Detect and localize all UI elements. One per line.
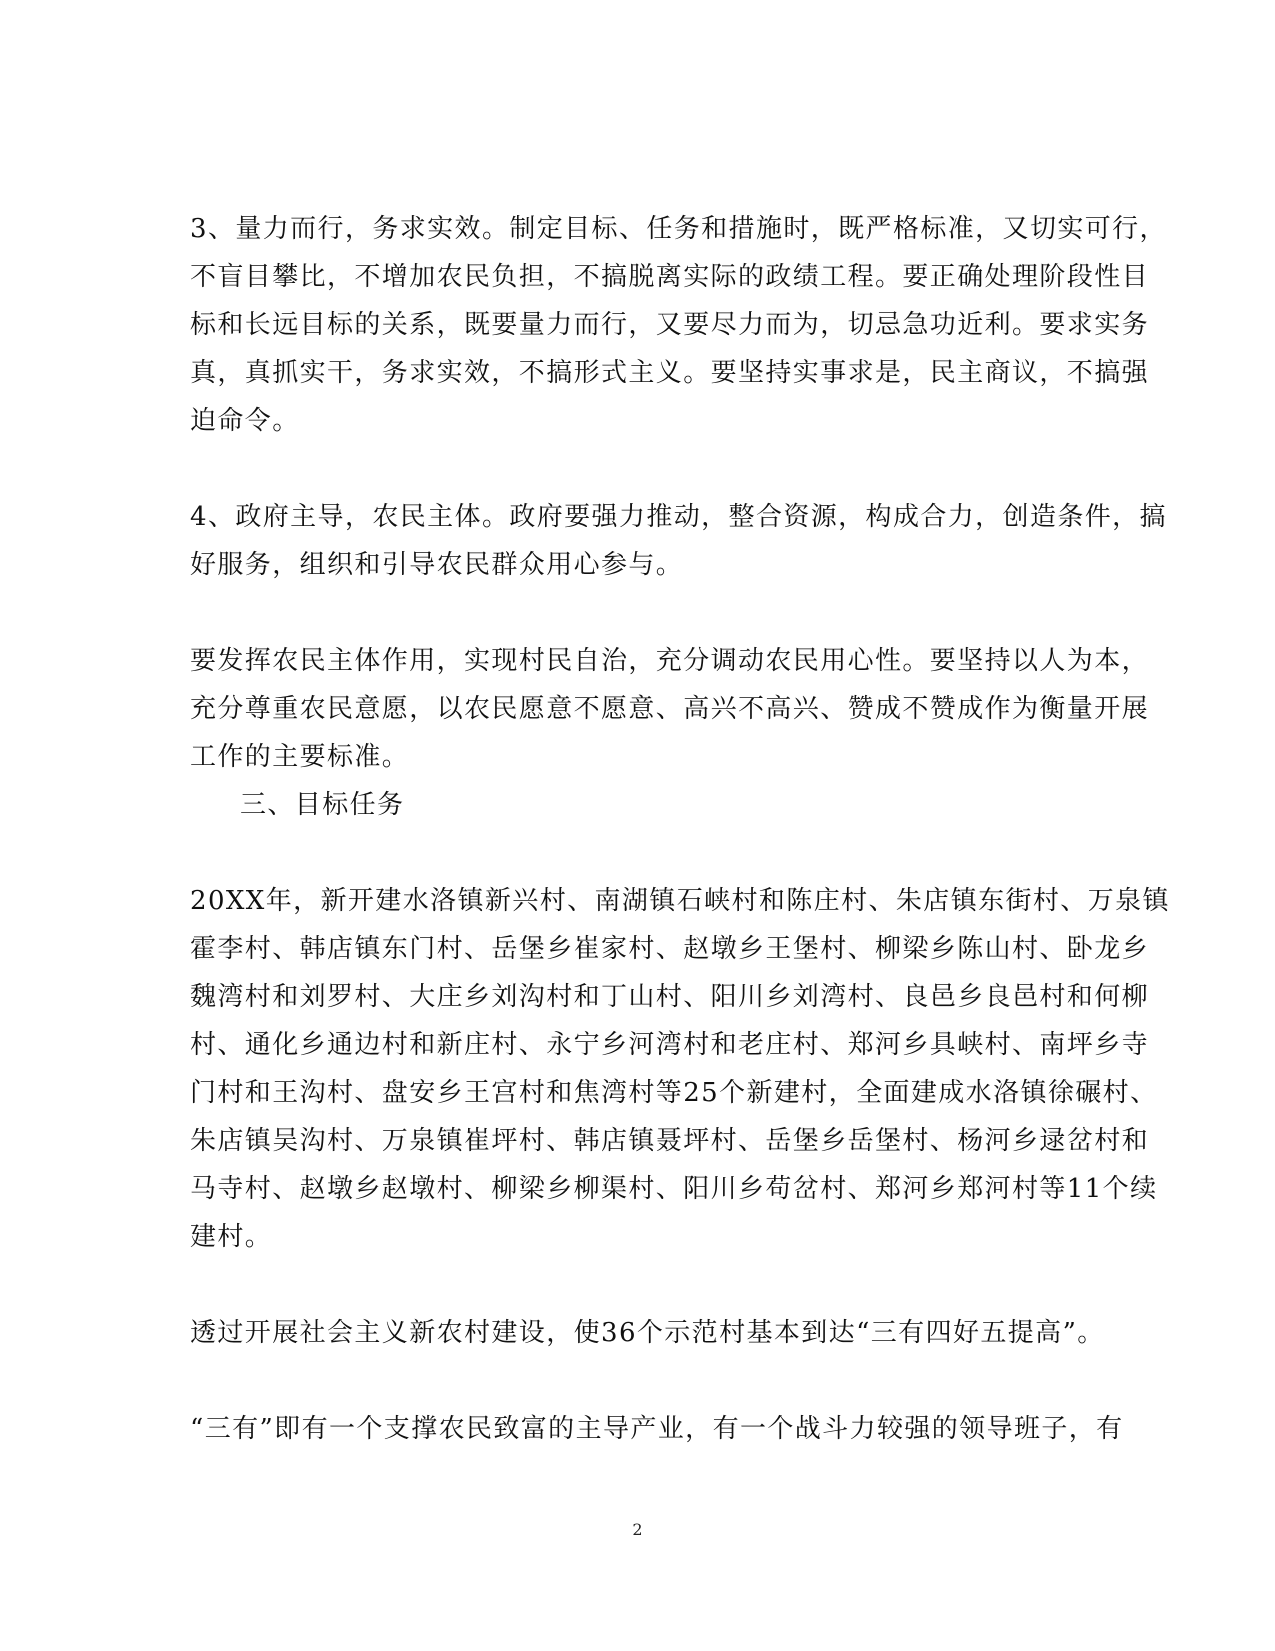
text-line: 不盲目攀比，不增加农民负担，不搞脱离实际的政绩工程。要正确处理阶段性目 [190, 262, 1150, 292]
text-line: 马寺村、赵墩乡赵墩村、柳梁乡柳渠村、阳川乡苟岔村、郑河乡郑河村等11个续 [190, 1174, 1158, 1204]
document-body [190, 205, 1170, 1453]
paragraph-spacer [190, 829, 1085, 877]
paragraph-farmer-role [190, 637, 1150, 781]
text-line: 3、量力而行，务求实效。制定目标、任务和措施时，既严格标准，又切实可行， [190, 214, 1167, 244]
text-line: 霍李村、韩店镇东门村、岳堡乡崔家村、赵墩乡王堡村、柳梁乡陈山村、卧龙乡 [190, 934, 1150, 964]
text-line: 标和长远目标的关系，既要量力而行，又要尽力而为，切忌急功近利。要求实务 [190, 310, 1150, 340]
paragraph-village-list [190, 877, 1170, 1261]
text-line: 好服务，组织和引导农民群众用心参与。 [190, 550, 684, 580]
text-line: 透过开展社会主义新农村建设，使36个示范村基本到达“三有四好五提高”。 [190, 1318, 1105, 1348]
text-line: 充分尊重农民意愿，以农民愿意不愿意、高兴不高兴、赞成不赞成作为衡量开展 [190, 694, 1150, 724]
paragraph-principle-3 [190, 205, 1167, 445]
text-line: 20XX年，新开建水洛镇新兴村、南湖镇石峡村和陈庄村、朱店镇东街村、万泉镇 [190, 886, 1170, 916]
paragraph-spacer [190, 1261, 1085, 1309]
text-line: 建村。 [190, 1222, 273, 1252]
text-line: 工作的主要标准。 [190, 742, 410, 772]
paragraph-spacer [190, 445, 1085, 493]
paragraph-principle-4 [190, 493, 1167, 589]
text-line: 村、通化乡通边村和新庄村、永宁乡河湾村和老庄村、郑河乡具峡村、南坪乡寺 [190, 1030, 1150, 1060]
text-line: 魏湾村和刘罗村、大庄乡刘沟村和丁山村、阳川乡刘湾村、良邑乡良邑村和何柳 [190, 982, 1150, 1012]
paragraph-goal-summary [190, 1309, 1105, 1357]
text-line: 要发挥农民主体作用，实现村民自治，充分调动农民用心性。要坚持以人为本， [190, 646, 1150, 676]
text-line: 门村和王沟村、盘安乡王宫村和焦湾村等25个新建村，全面建成水洛镇徐碾村、 [190, 1078, 1158, 1108]
text-line: “三有”即有一个支撑农民致富的主导产业，有一个战斗力较强的领导班子，有 [190, 1414, 1124, 1444]
section-heading: 三、目标任务 [240, 790, 405, 820]
paragraph-spacer [190, 589, 1085, 637]
paragraph-spacer [190, 1357, 1085, 1405]
text-line: 朱店镇吴沟村、万泉镇崔坪村、韩店镇聂坪村、岳堡乡岳堡村、杨河乡逯岔村和 [190, 1126, 1150, 1156]
text-line: 真，真抓实干，务求实效，不搞形式主义。要坚持实事求是，民主商议，不搞强 [190, 358, 1150, 388]
text-line: 迫命令。 [190, 406, 300, 436]
paragraph-three-haves [190, 1405, 1124, 1453]
text-line: 4、政府主导，农民主体。政府要强力推动，整合资源，构成合力，创造条件，搞 [190, 502, 1167, 532]
page-number: 2 [632, 1520, 643, 1539]
